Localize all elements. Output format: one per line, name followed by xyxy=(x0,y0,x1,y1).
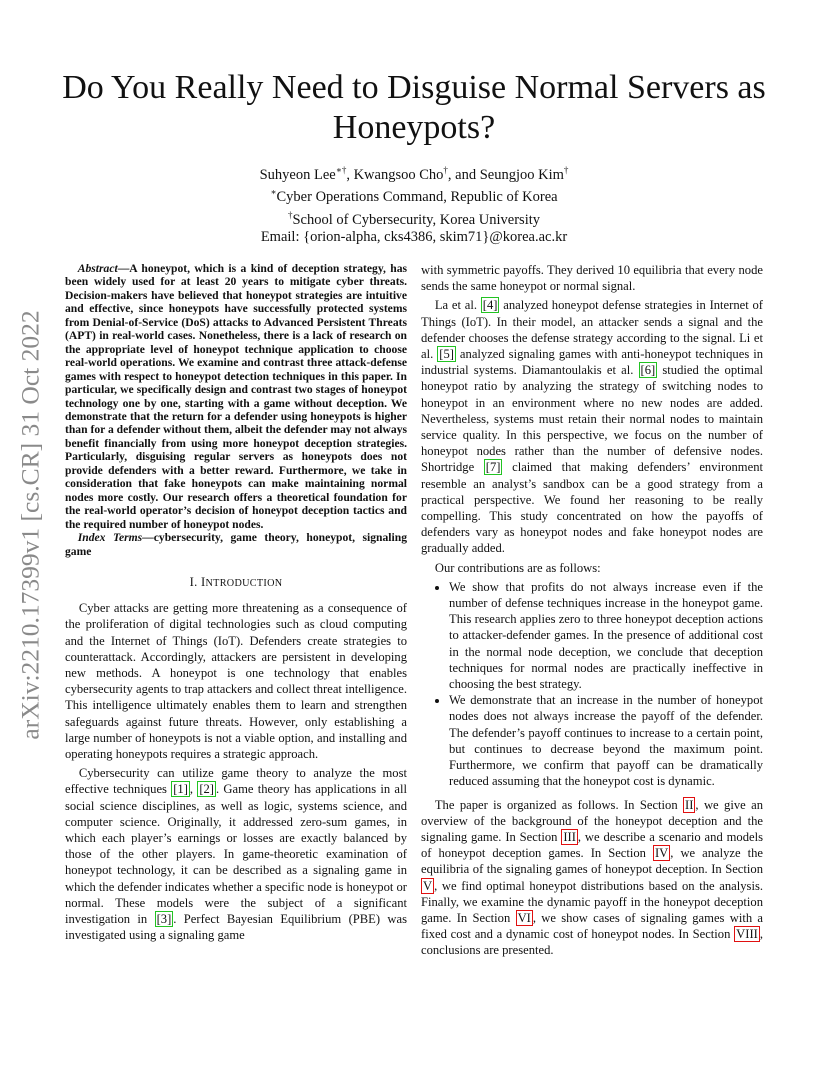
contribution-item: • We demonstrate that an increase in the number of honeypot nodes does not always increase the payoff of the defender. The defender’s payoff continues to increase to a certain point, but continues to decrease beyond the maximum point. Furthermore, we confirm that payoff can be dramatically reduced assuming that the honeypot cost is dynamic. xyxy=(449,692,763,789)
left-column xyxy=(65,262,407,943)
index-terms: Index Terms—cybersecurity, game theory, honeypot, signaling game xyxy=(65,531,407,558)
citation-7[interactable]: [7] xyxy=(485,460,501,475)
citation-1[interactable]: [1] xyxy=(173,782,188,797)
section-link-5[interactable]: V xyxy=(423,878,433,893)
section-link-8[interactable]: VIII xyxy=(736,927,758,942)
abstract: Abstract—A honeypot, which is a kind of deception strategy, has been widely used for at least 20 years to mitigate cyber threats. Decision-makers have believed that honeypot strategies are intuitive and effective, since honeypots have successfully protected systems from Denial-of-Service (DoS) attacks to Advanced Persistent Threats (APT) in real-world cases. Nonetheless, there is a lack of research on the appropriate level of honeypot technique application to choose real-world operations. We examine and contrast three attack-defense games with respect to honeypot detection techniques in this paper. In particular, we specifically design and contrast two stages of honeypot technology one by one, starting with a game without deception. We demonstrate that the return for a defender using honeypots is higher than for a defender without them, albeit the defender may not always benefit financially from using more honeypot deception strategies. Particularly, disguising regular servers as honeypots does not provide defenders with a better reward. Furthermore, we take in consideration that fake honeypots can make maintaining normal nodes more costly. Our research offers a theoretical foundation for the real-world operator’s decision of honeypot deception tactics and the required number of honeypot nodes. xyxy=(65,262,408,531)
section-link-3[interactable]: III xyxy=(563,829,576,844)
contributions-intro: Our contributions are as follows: xyxy=(434,560,601,575)
arxiv-id-text: arXiv:2210.17399v1 [cs.CR] 31 Oct 2022 xyxy=(16,310,45,740)
continued-paragraph: with symmetric payoffs. They derived 10 equilibria that every node sends the same honeypot or normal signal. xyxy=(421,263,763,294)
citation-4[interactable]: [4] xyxy=(482,298,498,313)
intro-paragraph-2: Cybersecurity can utilize game theory to analyze the most effective techniques [1] , [2] . Game theory has applications in all social science disciplines, as well as logic, systems science, and computer science. Originally, it addressed zero-sum games, in which each player’s earnings or losses are exactly balanced by those of the other players. In game-theoretic examination of honeypot technology, it can be described as a signaling game in which the defender indicates whether a specific node is honeypot or normal. These models were the subject of a significant investigation in [3] . Perfect Bayesian Equilibrium (PBE) was investigated using a signaling game xyxy=(65,766,408,943)
contributions-list xyxy=(421,579,763,790)
citation-2[interactable]: [2] xyxy=(199,782,214,797)
affiliation-1: ∗Cyber Operations Command, Republic of Korea xyxy=(270,187,558,206)
paper-title: Do You Really Need to Disguise Normal Servers as Honeypots? xyxy=(62,69,766,146)
related-work-paragraph: La et al. [4] analyzed honeypot defense strategies in Internet of Things (IoT). In their model, an attacker sends a signal and the defender chooses the defense strategy according to the signal. Li et al. [5] analyzed signaling games with anti-honeypot techniques in industrial systems. Diamantoulakis et al. [6] studied the optimal honeypot ratio by analyzing the strategy of switching nodes to honeypot in an environment where no new nodes are added. Nevertheless, systems must retain their normal nodes to maintain service quality. In this perspective, we focus on the number of honeypot nodes rather than the number of defensive nodes. Shortridge [7] claimed that making defenders’ environment resemble an analyst’s sandbox can be a good strategy from a practical perspective. We found her reasoning to be really compelling. This study concentrated on how the payoffs of defenders vary as honeypot nodes and fake honeypot nodes are gradually added. xyxy=(421,298,764,556)
citation-5[interactable]: [5] xyxy=(439,347,454,362)
organization-paragraph: The paper is organized as follows. In Section II , we give an overview of the background of the honeypot deception and the signaling game. In Section III , we describe a scenario and models of honeypot deception games. In Section IV , we analyze the equilibria of the signaling games of honeypot deception. In Section V , we find optimal honeypot distributions based on the analysis. Finally, we examine the dynamic payoff in the honeypot deception game. In Section VI , we show cases of signaling games with a fixed cost and a dynamic cost of honeypot nodes. In Section VIII , conclusions are presented. xyxy=(421,797,763,958)
author-email: Email: {orion-alpha, cks4386, skim71}@korea.ac.kr xyxy=(260,228,568,245)
section-link-6[interactable]: VI xyxy=(517,910,531,925)
section-link-4[interactable]: IV xyxy=(654,846,669,861)
citation-6[interactable]: [6] xyxy=(640,363,656,378)
right-column xyxy=(421,262,763,959)
intro-paragraph-1: Cyber attacks are getting more threatening as a consequence of the proliferation of digital technologies such as cloud computing and the Internet of Things (IoT). Defenders create strategies to counterattack. Accordingly, attackers are persistent in developing new methods. A honeypot is one technology that enables cybersecurity agents to trap attackers and collect threat intelligence. This intelligence ultimately enables them to learn and strengthen safeguards against future threats. However, only establishing a large number of honeypots is not a viable option, and installing and operating honeypots requires a strategic approach. xyxy=(65,601,407,761)
section-heading-introduction: I. INTRODUCTION xyxy=(189,574,283,589)
author-names: Suhyeon Lee∗†, Kwangsoo Cho†, and Seungjoo Kim† xyxy=(259,165,569,183)
contribution-item: • We show that profits do not always increase even if the number of defense techniques increase in the honeypot game. This research applies zero to three honeypot deception actions to attacker-defender games. In the presence of additional cost in the normal node deception, we conclude that deception techniques for normal nodes are practically ineffective in choosing the best strategy. xyxy=(449,579,763,692)
citation-3[interactable]: [3] xyxy=(156,912,172,927)
section-link-2[interactable]: II xyxy=(685,797,694,812)
affiliation-2: †School of Cybersecurity, Korea University xyxy=(287,209,540,228)
author-block xyxy=(60,162,768,246)
arxiv-side-identifier xyxy=(10,290,52,760)
